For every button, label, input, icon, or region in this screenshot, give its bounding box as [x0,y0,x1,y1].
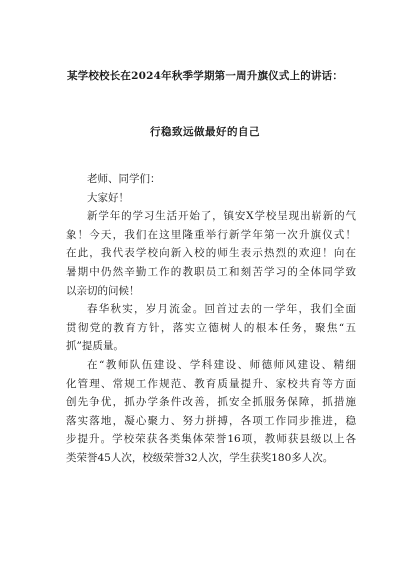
paragraph-line: 创先争优，抓办学条件改善，抓安全抓服务保障，抓措施 [66,396,356,409]
paragraph-line: 象！今天，我们在这里隆重举行新学年第一次升旗仪式！ [66,228,356,241]
paragraph-line: 类荣誉45人次，校级荣誉32人次，学生获奖180多人次。 [66,451,334,464]
document-subtitle: 行稳致远做最好的自己 [150,126,260,138]
hello-line: 大家好！ [87,191,129,204]
paragraph-line: 以亲切的问候！ [66,284,140,297]
document-title: 某学校校长在2024年秋季学期第一周升旗仪式上的讲话： [66,70,344,82]
document-body [66,170,356,468]
paragraph-line: 贯彻党的教育方针，落实立德树人的根本任务，聚焦“五 [66,321,356,334]
paragraph-line: 抓”提质量。 [66,340,124,353]
paragraph-line: 暑期中仍然辛勤工作的教职员工和刻苦学习的全体同学致 [66,265,356,278]
paragraph-line: 春华秋实，岁月流金。回首过去的一学年，我们全面 [87,303,356,316]
paragraph-line: 在此，我代表学校向新入校的师生表示热烈的欢迎！向在 [66,247,356,260]
paragraph-line: 新学年的学习生活开始了，镇安X学校呈现出崭新的气 [87,210,356,223]
paragraph-line: 步提升。学校荣获各类集体荣誉16项，教师获县级以上各 [66,433,356,446]
paragraph-line: 落实落地，凝心聚力、努力拼搏，各项工作同步推进，稳 [66,414,356,427]
paragraph-line: 在“教师队伍建设、学科建设、师德师风建设、精细 [87,358,356,371]
paragraph-line: 化管理、常规工作规范、教育质量提升、家校共育等方面 [66,377,356,390]
greeting-line: 老师、同学们： [87,173,161,185]
